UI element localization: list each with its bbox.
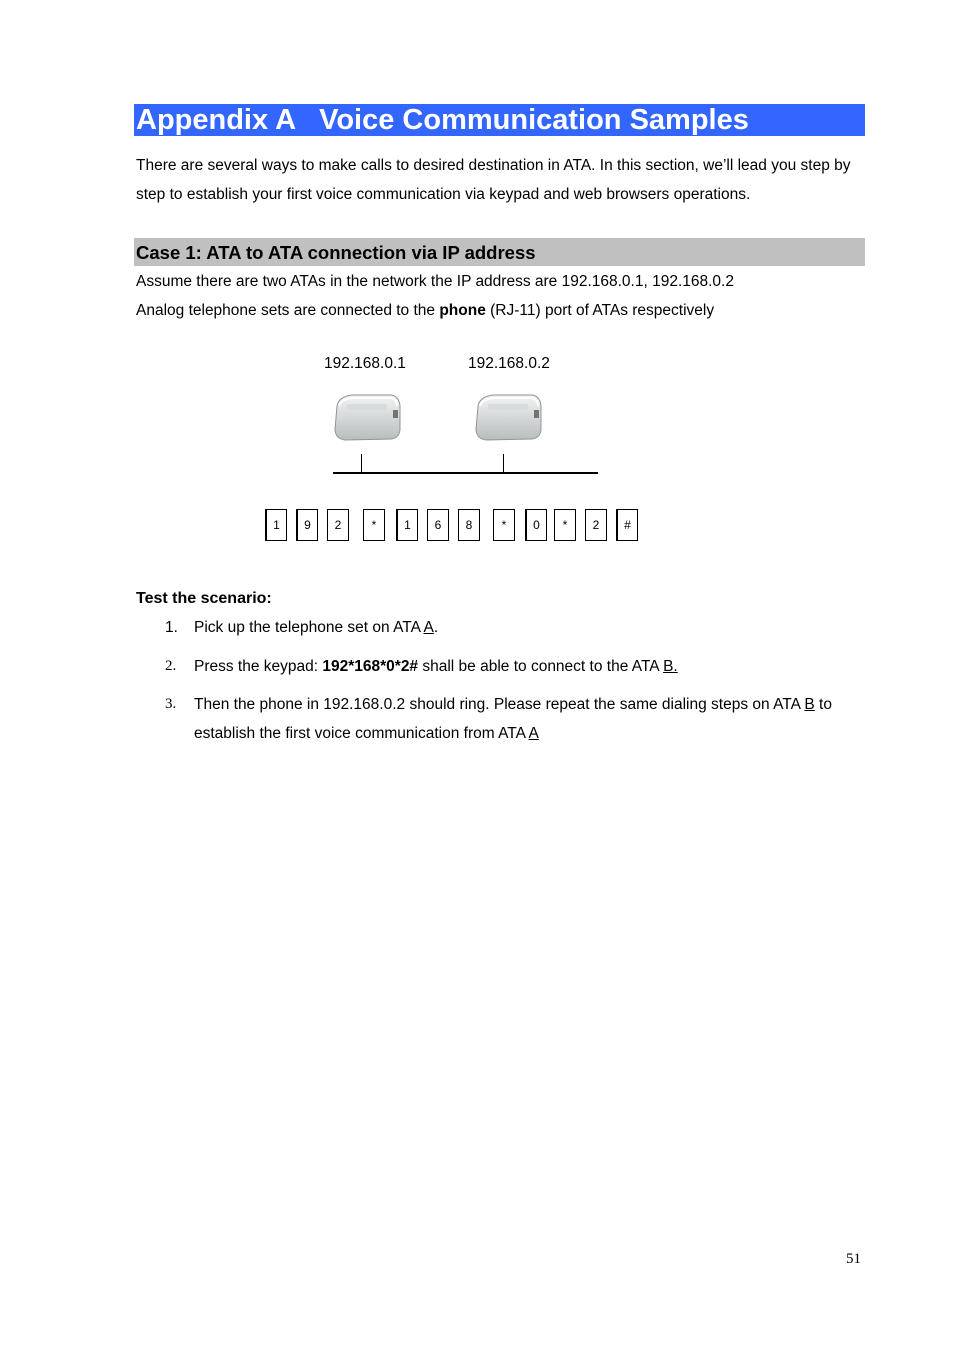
phone-port-term: phone: [439, 302, 486, 319]
ata-a-ref: A: [423, 619, 434, 636]
key-1: 9: [296, 509, 318, 541]
drop-line-a: [361, 454, 362, 472]
ata-b-ref-2: B: [804, 696, 815, 713]
case-line-2: [136, 296, 866, 325]
list-item-1-end: .: [433, 619, 439, 636]
key-3: *: [363, 509, 385, 541]
list-number-1: 1.: [165, 619, 178, 636]
list-item-2-text: Press the keypad:: [194, 658, 323, 675]
case-line-2-pre: Analog telephone sets are connected to the: [136, 302, 440, 319]
list-item-2-mid: shall be able to connect to the ATA: [418, 658, 664, 675]
key-11: #: [616, 509, 638, 541]
key-8: 0: [525, 509, 547, 541]
list-item-1-text: Pick up the telephone set on ATA: [194, 619, 424, 636]
key-5: 6: [427, 509, 449, 541]
key-9: *: [554, 509, 576, 541]
intro-paragraph: There are several ways to make calls to desired destination in ATA. In this section, we’ll lead you step by step to establish your first voice communication via keypad and web browsers operations.: [136, 157, 851, 203]
list-number-3: 3.: [165, 696, 177, 712]
ip-label-a: 192.168.0.1: [324, 355, 406, 372]
list-item-3-mid: to establish the first voice communication from ATA: [194, 696, 832, 742]
ip-label-b: 192.168.0.2: [468, 355, 550, 372]
list-item-1: [194, 613, 866, 642]
list-number-2: 2.: [165, 658, 177, 674]
case-line-1: Assume there are two ATAs in the network the IP address are 192.168.0.1, 192.168.0.2: [136, 273, 734, 290]
ata-b-ref: B.: [663, 658, 678, 675]
key-0: 1: [265, 509, 287, 541]
page-title: Appendix A Voice Communication Samples: [134, 104, 865, 136]
key-6: 8: [458, 509, 480, 541]
key-4: 1: [396, 509, 418, 541]
ata-device-a-icon: [333, 392, 401, 442]
dial-sequence: 192*168*0*2#: [322, 658, 419, 675]
list-item-3-text: Then the phone in 192.168.0.2 should ring. Please repeat the same dialing steps on ATA: [194, 696, 805, 713]
case-heading: Case 1: ATA to ATA connection via IP address: [134, 238, 865, 266]
list-item-3: [194, 690, 866, 748]
test-heading: Test the scenario:: [136, 590, 272, 607]
key-7: *: [493, 509, 515, 541]
ata-a-ref-2: A: [528, 725, 539, 742]
key-10: 2: [585, 509, 607, 541]
page-number: 51: [846, 1251, 861, 1267]
case-line-2-post: (RJ-11) port of ATAs respectively: [485, 302, 715, 319]
key-2: 2: [327, 509, 349, 541]
network-line: [333, 472, 598, 474]
drop-line-b: [503, 454, 504, 472]
ata-device-b-icon: [474, 392, 542, 442]
list-item-2: [194, 652, 866, 681]
